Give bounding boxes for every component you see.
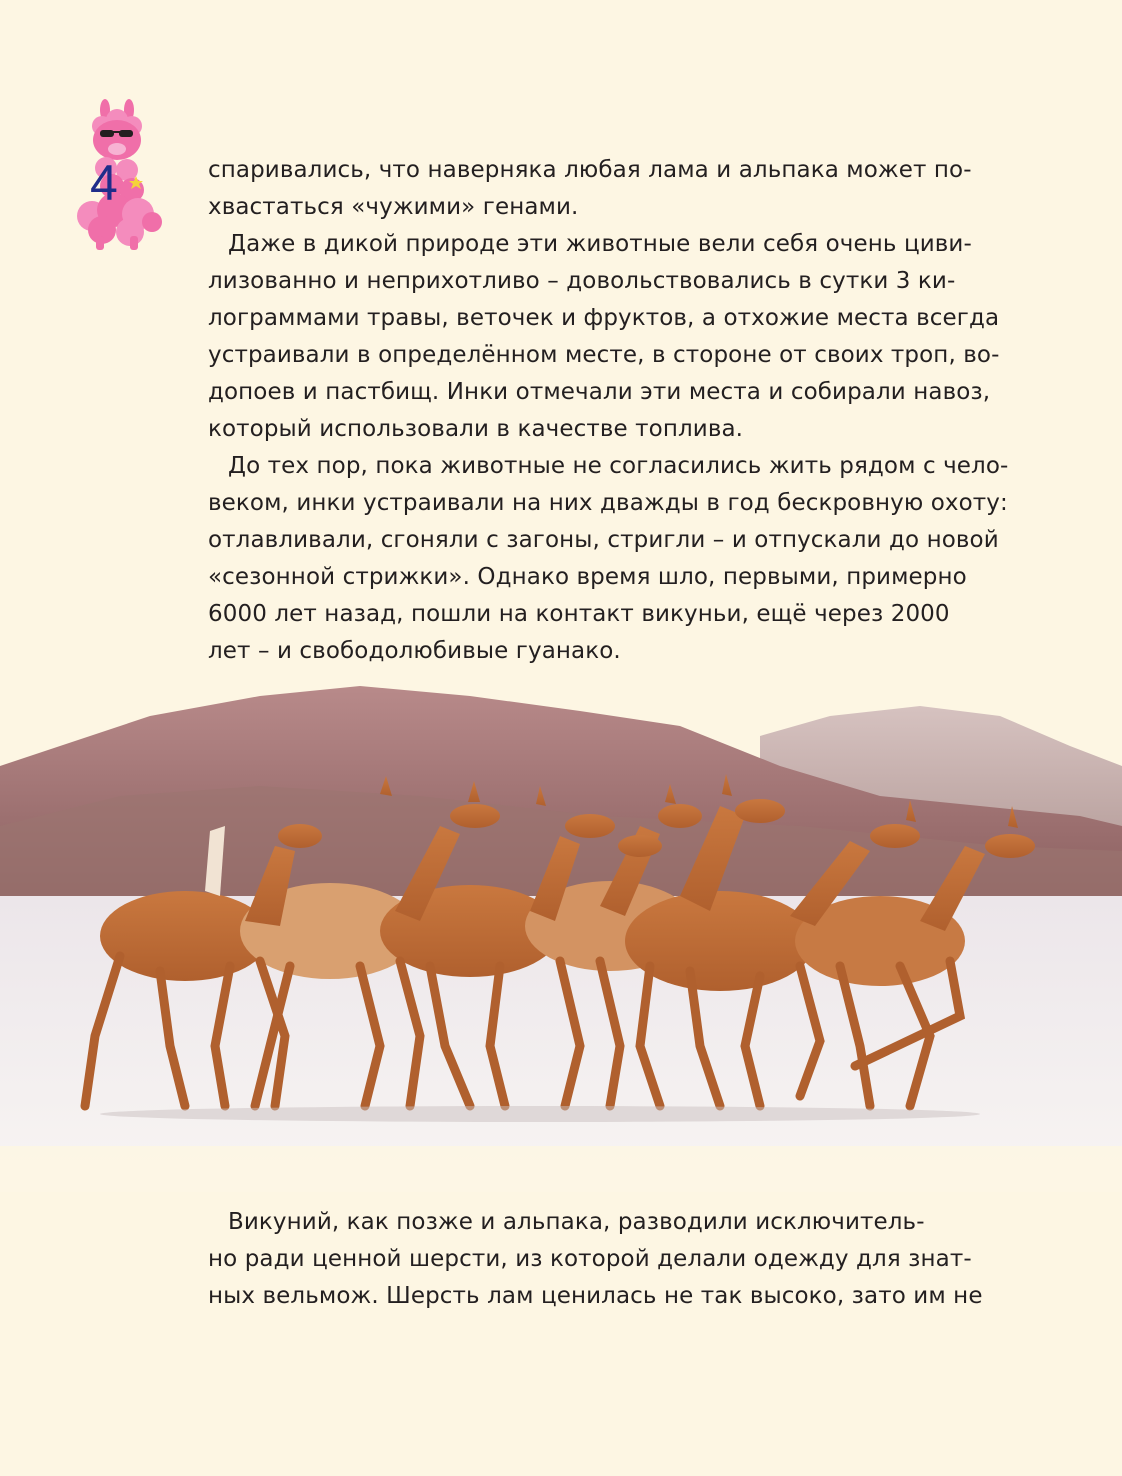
page-number: 4 [90,155,118,211]
text-line: «сезонной стрижки». Однако время шло, первыми, примерно [208,564,967,590]
paragraph-2 [208,226,998,448]
text-line: спаривались, что наверняка любая лама и альпака может по- [208,157,972,183]
paragraph-1 [208,152,998,226]
page-number-badge [72,96,168,256]
text-line: хвастаться «чужими» генами. [208,194,579,220]
text-line: Викуний, как позже и альпака, разводили исключитель- [228,1209,925,1235]
text-line: лограммами травы, веточек и фруктов, а отхожие места всегда [208,305,1000,331]
body-text-top [208,152,1009,670]
text-line: который использовали в качестве топлива. [208,416,744,442]
llama-mascot-icon [72,96,168,256]
text-line: ных вельмож. Шерсть лам ценилась не так высоко, зато им не [208,1283,983,1309]
paragraph-4 [208,1204,998,1315]
text-line: лет – и свободолюбивые гуанако. [208,638,621,664]
paragraph-3 [208,448,1009,670]
text-line: До тех пор, пока животные не согласились жить рядом с чело- [228,453,1009,479]
text-line: веком, инки устраивали на них дважды в год бескровную охоту: [208,490,1008,516]
body-text-bottom [208,1204,998,1315]
text-line: устраивали в определённом месте, в стороне от своих троп, во- [208,342,1000,368]
text-line: отлавливали, сгоняли с загоны, стригли – и отпускали до новой [208,527,999,553]
text-line: но ради ценной шерсти, из которой делали одежду для знат- [208,1246,972,1272]
text-line: 6000 лет назад, пошли на контакт викуньи, ещё через 2000 [208,601,950,627]
text-line: допоев и пастбищ. Инки отмечали эти места и собирали навоз, [208,379,991,405]
text-line: Даже в дикой природе эти животные вели себя очень циви- [228,231,972,257]
text-line: лизованно и неприхотливо – довольствовались в сутки 3 ки- [208,268,956,294]
herd-of-vicunas-photo [0,676,1122,1192]
